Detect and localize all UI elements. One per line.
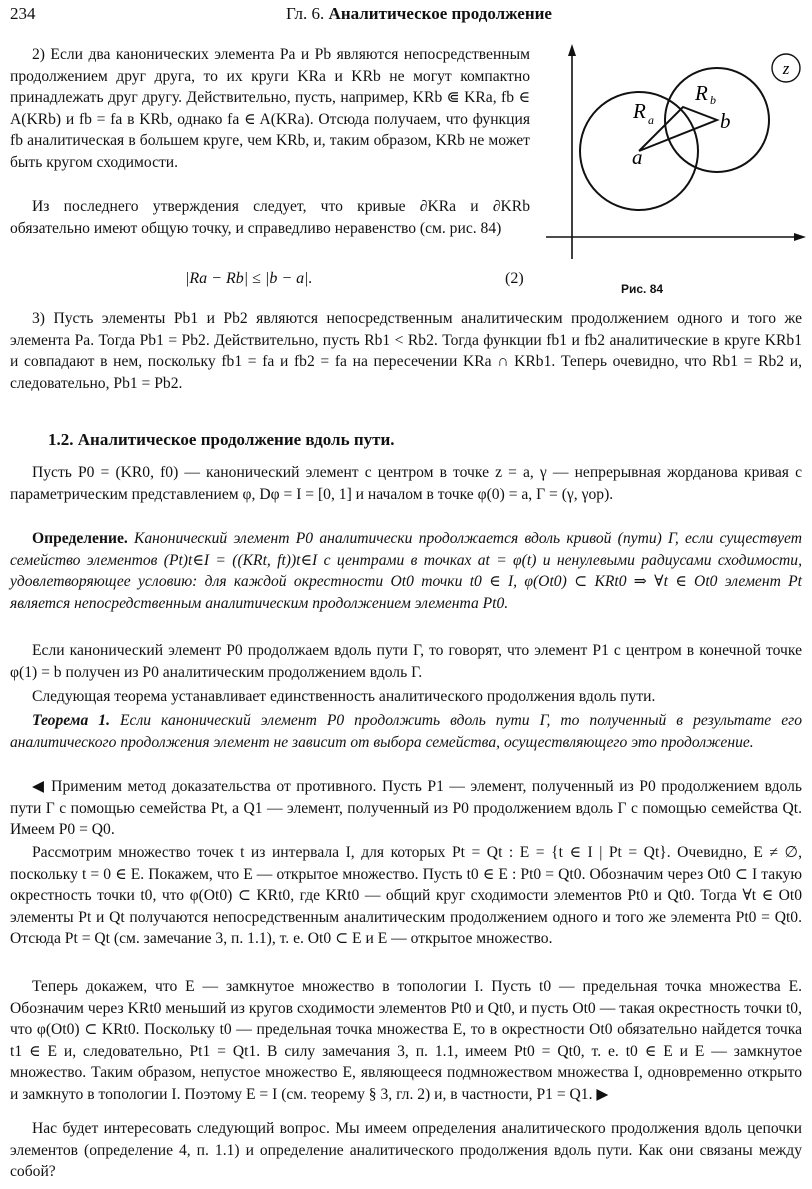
page-number: 234 (10, 4, 36, 23)
definition-label: Определение. (32, 530, 128, 547)
definition-text: Канонический элемент P0 аналитически продолжается вдоль кривой (пути) Γ, если существует семейство элементов (Pt)t∈I = ((KRt, ft))t∈I с центрами в точках at = φ(t) и ненулевыми радиусами сходимости, удовлетворяющее условию: для каждой окрестности Ot0 точки t0 ∈ I, φ(Ot0) ⊂ KRt0 ⇒ ∀t ∈ Ot0 элемент Pt является непосредственным аналитическим продолжением элемента Pt0. (10, 530, 802, 612)
ra-subscript: a (648, 113, 654, 127)
page-header (10, 4, 804, 28)
rb-subscript: b (710, 93, 716, 107)
chapter-number: Гл. 6. (286, 4, 325, 23)
paragraph-final: Нас будет интересовать следующий вопрос. Мы имеем определения аналитического продолжения вдоль цепочки элементов (определение 4, п. 1.1) и определение аналитического продолжения вдоль пути. Как они связаны между собой? (10, 1120, 802, 1181)
y-axis-arrow (568, 44, 576, 56)
ra-label: R (633, 99, 646, 123)
proof-paragraph-1: ◀ Применим метод доказательства от противного. Пусть P1 — элемент, полученный из P0 продолжением вдоль пути Γ с помощью семейства Pt, а Q1 — элемент, полученный из P0 продолжением вдоль Γ с помощью семейства Qt. Имеем P0 = Q0. (10, 778, 802, 839)
a-label: a (632, 145, 643, 169)
definition (10, 528, 802, 614)
paragraph-path: Пусть P0 = (KR0, f0) — канонический элемент с центром в точке z = a, γ — непрерывная жорданова кривая с параметрическим представлением φ, Dφ = I = [0, 1] и началом в точке φ(0) = a, Γ = (γ, γop). (10, 464, 802, 503)
chapter-title: Аналитическое продолжение (328, 4, 552, 23)
equation-2: |Ra − Rb| ≤ |b − a|. (185, 270, 313, 287)
paragraph-remark-2: 2) Если два канонических элемента Pa и Pb являются непосредственным продолжением друг друга, то их круги KRa и KRb не могут компактно принадлежать друг другу. Действительно, пусть, например, KRb ⋐ KRa, fb ∈ A(KRb) и fb = fa в KRb, однако fa ∈ A(KRa). Отсюда получаем, что функция fb аналитическая в большем круге, чем KRb, и, таким образом, KRb не может быть кругом сходимости. (10, 46, 530, 171)
proof-paragraph-3: Теперь докажем, что E — замкнутое множество в топологии I. Пусть t0 — предельная точка множества E. Обозначим через KRt0 меньший из кругов сходимости элементов Pt0 и Qt0, и пусть Ot0 — такая окрестность точки t0, что φ(Ot0) ⊂ KRt0. Поскольку t0 — предельная точка множества E, то в окрестности Ot0 обязательно найдется точка t1 ∈ E и, следовательно, Pt1 = Qt1. В силу замечания 3, п. 1.1, имеем Pt0 = Qt0, т. е. t0 ∈ E и E — замкнутое множество. Таким образом, непустое множество E, являющееся подмножеством множества I, одновременно открыто и замкнуто в топологии I. Поэтому E = I (см. теорему § 3, гл. 2) и, в частности, P1 = Q1. ▶ (10, 978, 802, 1103)
paragraph-canonical: Если канонический элемент P0 продолжаем вдоль пути Γ, то говорят, что элемент P1 с центром в конечной точке φ(1) = b получен из P0 аналитическим продолжением вдоль Γ. (10, 642, 802, 681)
rb-label: R (695, 81, 708, 105)
figure-caption: Рис. 84 (621, 282, 664, 296)
z-label: z (782, 59, 790, 78)
theorem-text: Если канонический элемент P0 продолжить вдоль пути Γ, то полученный в результате его аналитического продолжения элемент не зависит от выбора семейства, осуществляющего это продолжение. (10, 712, 802, 751)
paragraph-next: Следующая теорема устанавливает единственность аналитического продолжения вдоль пути. (32, 688, 656, 705)
theorem-1 (10, 710, 802, 753)
paragraph-remark-3: 3) Пусть элементы Pb1 и Pb2 являются непосредственным аналитическим продолжением одного и того же элемента Pa. Тогда Pb1 = Pb2. Действительно, пусть Rb1 < Rb2. Тогда функции fb1 и fb2 аналитические в круге KRb1 и совпадают в нем, поскольку fb1 = fa и fb2 = fa на пересечении KRa ∩ KRb1. Теперь очевидно, что Rb1 = Rb2 и, следовательно, Pb1 = Pb2. (10, 310, 802, 392)
section-title: 1.2. Аналитическое продолжение вдоль пути. (48, 430, 395, 449)
running-head (286, 4, 552, 24)
b-label: b (720, 109, 731, 133)
equation-number: (2) (505, 270, 524, 287)
paragraph-boundary: Из последнего утверждения следует, что кривые ∂KRa и ∂KRb обязательно имеют общую точку, и справедливо неравенство (см. рис. 84) (10, 198, 530, 237)
x-axis-arrow (794, 233, 806, 241)
theorem-label: Теорема 1. (32, 712, 110, 729)
proof-paragraph-2: Рассмотрим множество точек t из интервала I, для которых Pt = Qt : E = {t ∈ I | Pt = Qt}. Очевидно, E ≠ ∅, поскольку t = 0 ∈ E. Покажем, что E — открытое множество. Пусть t0 ∈ E : Pt0 = Qt0. Обозначим через Ot0 ⊂ I такую окрестность точки t0, что φ(Ot0) ⊂ KRt0, где KRt0 — общий круг сходимости элементов Pt0 и Qt0. Тогда ∀t ∈ Ot0 элементы Pt и Qt получаются непосредственным аналитическим продолжением одного и того же элемента Pt0 = Qt0. Отсюда Pt = Qt (см. замечание 3, п. 1.1), т. е. Ot0 ⊂ E и E — открытое множество. (10, 844, 802, 948)
figure-84 (540, 44, 808, 264)
